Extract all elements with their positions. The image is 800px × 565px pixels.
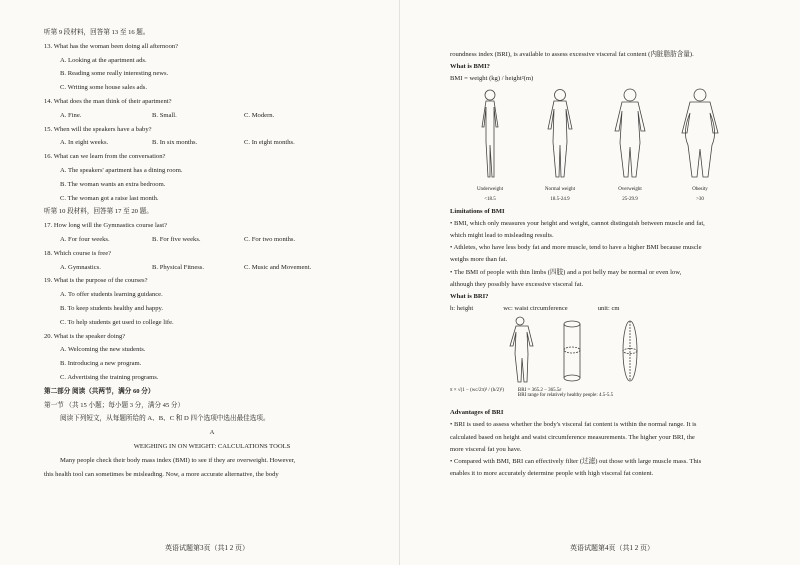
- bri-ellipsoid: [623, 321, 637, 381]
- bri-var-unit: unit: cm: [597, 305, 620, 313]
- heading-limitations: Limitations of BMI: [450, 207, 505, 215]
- left-footer: 英语试题第3页（共1 2 页）: [165, 544, 249, 552]
- text-line: C. The woman got a raise last month.: [60, 194, 159, 202]
- advantage-1-cont: calculated based on height and waist circumference measurements. The higher your BRI, the: [450, 433, 695, 441]
- normal-weight-figure: [548, 89, 572, 177]
- figure-range-label: 18.5-24.9: [550, 196, 570, 202]
- text-line: 第二部分 阅读（共两节，满分 60 分）: [44, 387, 155, 395]
- bri-cylinder: [564, 321, 580, 381]
- text-line: A. Looking at the apartment ads.: [60, 56, 147, 64]
- limitation-1-cont: which might lead to misleading results.: [450, 231, 554, 239]
- answer-options-row: [44, 138, 380, 152]
- answer-option: B. For five weeks.: [152, 235, 201, 243]
- text-line: 16. What can we learn from the conversation?: [44, 153, 166, 161]
- answer-option: B. In six months.: [152, 139, 198, 147]
- text-line: 听第 10 段材料，回答第 17 至 20 题。: [44, 208, 153, 216]
- heading-what-is-bmi: What is BMI?: [450, 63, 490, 71]
- advantage-2: • Compared with BMI, BRI can effectively filter (过滤) out those with large muscle mass. This: [450, 458, 702, 465]
- text-line: 第一节 （共 15 小题；每小题 3 分，满分 45 分）: [44, 401, 185, 409]
- text-line: B. Introducing a new program.: [60, 360, 142, 368]
- figure-range-label: 25-29.9: [622, 196, 638, 202]
- text-line: 听第 9 段材料，回答第 13 至 16 题。: [44, 29, 150, 36]
- text-line: A. Welcoming the new students.: [60, 346, 146, 354]
- underweight-figure: [482, 90, 498, 177]
- text-line: 15. When will the speakers have a baby?: [44, 125, 152, 133]
- figure-category-label: Obesity: [692, 186, 708, 192]
- figure-category-label: Overweight: [618, 186, 642, 192]
- limitation-1: • BMI, which only measures your height and weight, cannot distinguish between muscle and fat,: [450, 219, 705, 227]
- answer-option: B. Physical Fitness.: [152, 263, 205, 271]
- text-line: 13. What has the woman been doing all afternoon?: [44, 42, 179, 50]
- right-page: [400, 0, 800, 565]
- answer-option: A. Gymnastics.: [60, 263, 101, 271]
- bri-shapes: [500, 316, 700, 386]
- right-footer: 英语试题第4页（共1 2 页）: [570, 544, 654, 552]
- bri-body-outline: [510, 317, 533, 382]
- bri-var-height: h: height: [450, 305, 474, 313]
- text-line: A. To offer students learning guidance.: [60, 291, 163, 299]
- text-line: WEIGHING IN ON WEIGHT: CALCULATIONS TOOLS: [133, 442, 291, 450]
- advantage-2-cont: enables it to more accurately determine people with high visceral fat content.: [450, 470, 654, 478]
- text-line: C. To help students get used to college life.: [60, 318, 174, 326]
- body-silhouettes: [450, 87, 750, 182]
- bri-formula-right: BRI = 365.2 − 365.5ε: [517, 388, 562, 394]
- left-page-lines: [44, 28, 380, 483]
- text-line: A: [209, 429, 215, 437]
- answer-option: C. Music and Movement.: [244, 263, 312, 271]
- intro-text: roundness index (BRI), is available to assess excessive visceral fat content (内脏脂肪含量).: [450, 51, 694, 58]
- limitation-3: • The BMI of people with thin limbs (四肢) and a pot belly may be normal or even low,: [450, 268, 682, 276]
- text-line: 阅读下列短文，从每题所给的 A、B、C 和 D 四个选项中选出最佳选项。: [60, 415, 270, 423]
- limitation-2: • Athletes, who have less body fat and more muscle, tend to have a higher BMI because muscle: [450, 244, 702, 252]
- text-line: C. Writing some house sales ads.: [60, 84, 147, 92]
- figure-category-label: Underweight: [476, 186, 504, 192]
- answer-option: C. In eight months.: [244, 139, 295, 147]
- bri-variables: [450, 304, 770, 313]
- figure-category-label: Normal weight: [544, 186, 576, 192]
- bri-var-waist: wc: waist circumference: [503, 305, 568, 313]
- answer-option: B. Small.: [152, 111, 177, 119]
- answer-option: C. For two months.: [244, 235, 296, 243]
- advantage-1-cont2: more visceral fat you have.: [450, 445, 522, 453]
- obesity-figure: [682, 89, 718, 177]
- text-line: B. To keep students healthy and happy.: [60, 304, 164, 312]
- text-line: B. Reading some really interesting news.: [60, 70, 169, 78]
- text-line: B. The woman wants an extra bedroom.: [60, 180, 166, 188]
- text-line: C. Advertising the training programs.: [60, 373, 159, 381]
- text-line: A. The speakers' apartment has a dining room.: [60, 166, 183, 174]
- answer-options-row: [44, 111, 380, 125]
- text-line: this health tool can sometimes be misleading. Now, a more accurate alternative, the body: [44, 470, 279, 478]
- answer-option: A. In eight weeks.: [60, 139, 109, 147]
- text-line: 19. What is the purpose of the courses?: [44, 277, 148, 285]
- answer-option: C. Modern.: [244, 111, 275, 119]
- bri-diagram: [450, 316, 770, 408]
- text-line: 14. What does the man think of their apartment?: [44, 97, 172, 105]
- bri-healthy-range: BRI range for relatively healthy people: 4.5-5.5: [517, 393, 614, 399]
- bmi-body-figures: [450, 87, 770, 207]
- limitation-2-cont: weighs more than fat.: [450, 256, 508, 264]
- figure-range-label: <18.5: [484, 196, 496, 202]
- bri-formula-left: π × √(1 − (wc/2π)² / (h/2)²): [450, 388, 504, 394]
- figure-range-label: >30: [696, 196, 704, 202]
- text-line: 17. How long will the Gymnastics course last?: [44, 222, 168, 230]
- bmi-formula: BMI = weight (kg) / height²(m): [450, 75, 534, 83]
- heading-what-is-bri: What is BRI?: [450, 292, 489, 300]
- limitation-3-cont: although they possibly have excessive visceral fat.: [450, 280, 584, 288]
- text-line: Many people check their body mass index (BMI) to see if they are overweight. However,: [60, 456, 296, 464]
- answer-options-row: [44, 235, 380, 249]
- answer-options-row: [44, 263, 380, 277]
- text-line: 18. Which course is free?: [44, 249, 112, 257]
- answer-option: A. Fine.: [60, 111, 82, 119]
- advantage-1: • BRI is used to assess whether the body's visceral fat content is within the normal range. It is: [450, 421, 697, 429]
- overweight-figure: [615, 89, 645, 177]
- text-line: 20. What is the speaker doing?: [44, 332, 126, 340]
- answer-option: A. For four weeks.: [60, 235, 110, 243]
- heading-advantages: Advantages of BRI: [450, 409, 504, 417]
